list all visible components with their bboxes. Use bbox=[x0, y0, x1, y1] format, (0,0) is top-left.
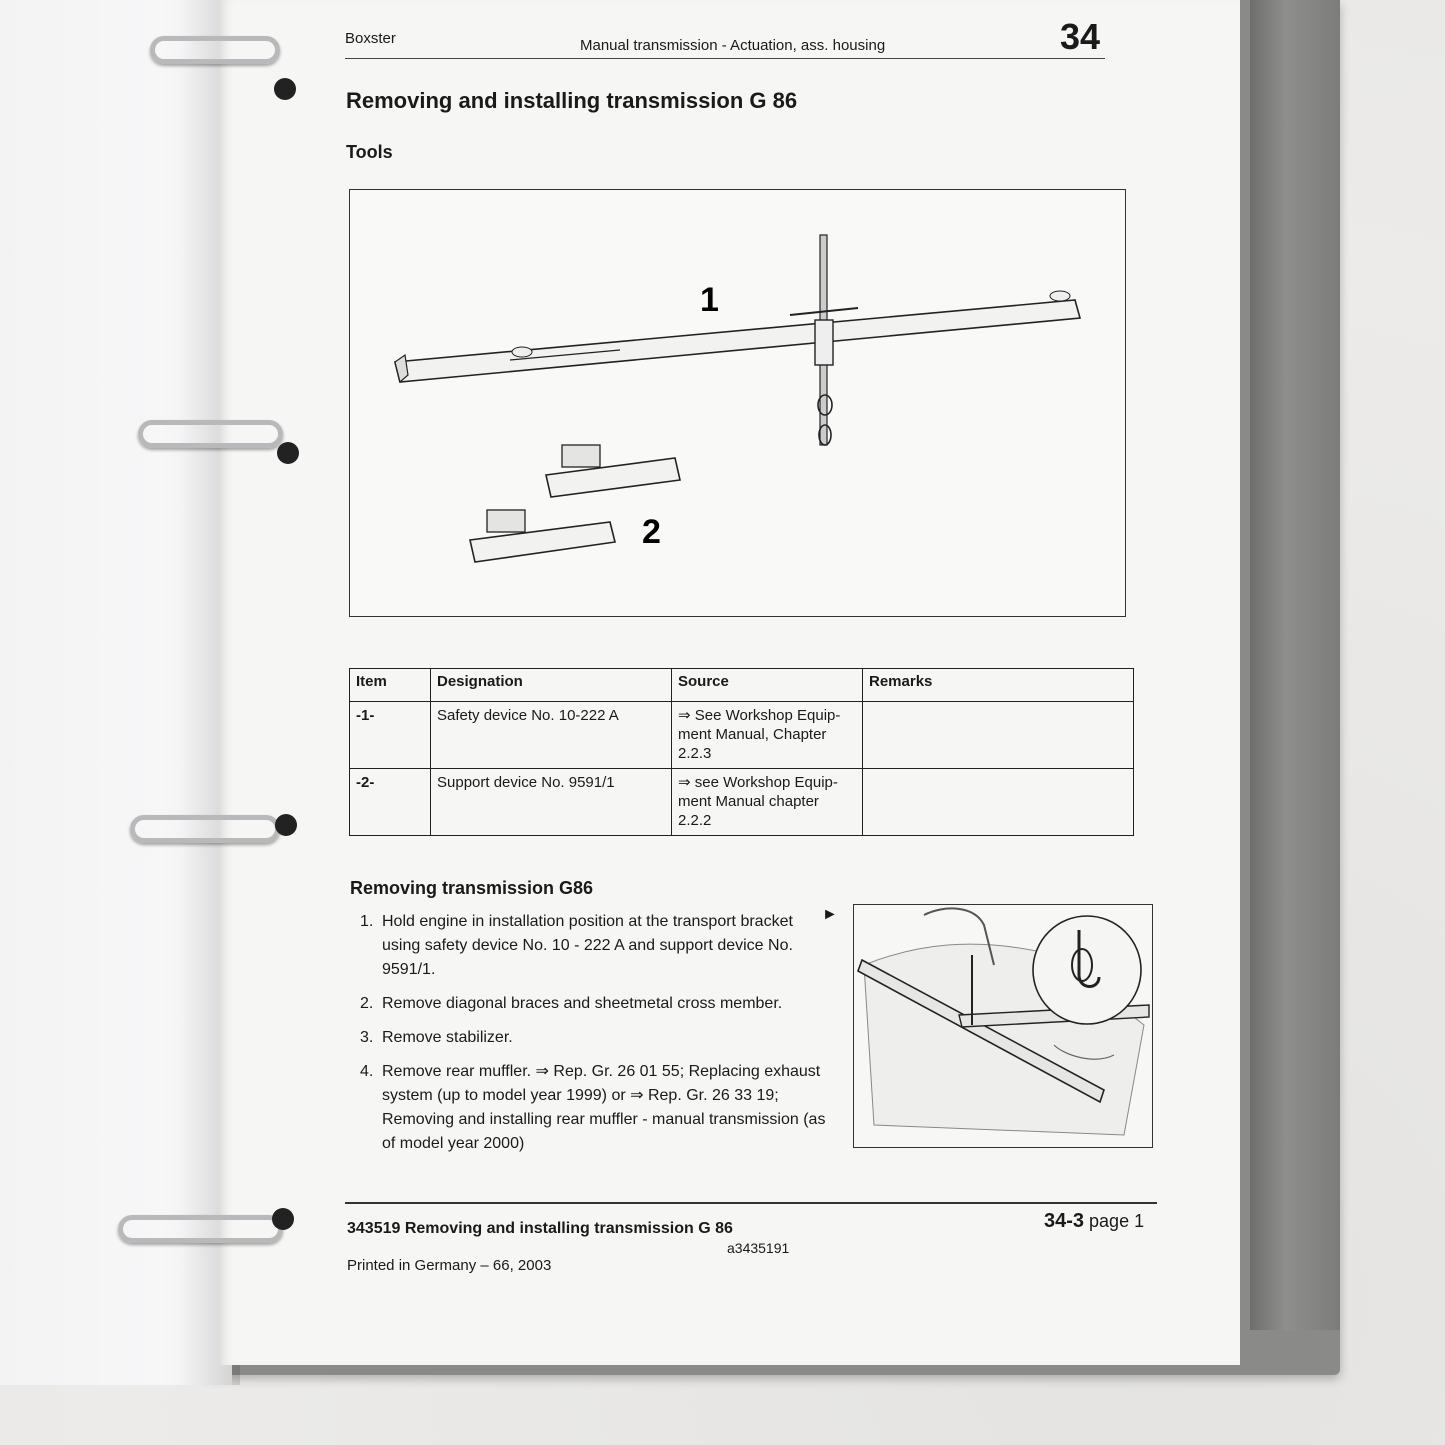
ring-hole-2 bbox=[277, 442, 299, 464]
binder-spine-edge bbox=[1250, 0, 1340, 1330]
step-text: Remove rear muffler. ⇒ Rep. Gr. 26 01 55; Replacing exhaust system (up to model year 1999) or ⇒ Rep. Gr. 26 33 19; Removing and installing rear muffler - manual transmission (as of model year 2000) bbox=[382, 1063, 826, 1152]
list-item bbox=[360, 1060, 830, 1156]
col-source-header: Source bbox=[672, 669, 863, 702]
col-item-header: Item bbox=[350, 669, 431, 702]
cell-item: -1- bbox=[350, 702, 431, 769]
step-number: 3. bbox=[360, 1029, 374, 1046]
footer-page-ref-rest: page 1 bbox=[1084, 1211, 1145, 1231]
table-row bbox=[350, 702, 1134, 769]
list-item bbox=[360, 992, 830, 1016]
figure-label-1: 1 bbox=[700, 281, 719, 319]
list-item bbox=[360, 910, 830, 982]
header-rule bbox=[345, 58, 1105, 59]
binder-ring-2 bbox=[138, 420, 283, 448]
table-row bbox=[350, 769, 1134, 836]
header-chapter-title: Manual transmission - Actuation, ass. housing bbox=[580, 37, 886, 54]
col-designation-header: Designation bbox=[431, 669, 672, 702]
cell-designation: Safety device No. 10-222 A bbox=[431, 702, 672, 769]
tools-illustration bbox=[350, 190, 1125, 616]
tools-table bbox=[349, 668, 1134, 836]
step-number: 1. bbox=[360, 913, 374, 930]
footer-page-ref-bold: 34-3 bbox=[1044, 1210, 1085, 1232]
figure-label-2: 2 bbox=[642, 513, 661, 551]
section-heading: Removing transmission G86 bbox=[350, 878, 594, 898]
installation-illustration bbox=[854, 905, 1152, 1147]
footer-figure-code: a3435191 bbox=[727, 1240, 790, 1256]
ring-hole-1 bbox=[274, 78, 296, 100]
binder-ring-4 bbox=[118, 1215, 283, 1243]
step-number: 4. bbox=[360, 1063, 374, 1080]
step-text: Remove stabilizer. bbox=[382, 1029, 513, 1046]
cell-remarks bbox=[863, 702, 1134, 769]
header-model: Boxster bbox=[345, 30, 396, 47]
footer-doc-title: 343519 Removing and installing transmission G 86 bbox=[347, 1220, 733, 1237]
cell-source: ⇒ See Workshop Equip-ment Manual, Chapter 2.2.3 bbox=[672, 702, 863, 769]
binder-ring-3 bbox=[130, 815, 280, 843]
header-chapter-number: 34 bbox=[1060, 16, 1101, 57]
footer-printed: Printed in Germany – 66, 2003 bbox=[347, 1257, 552, 1274]
step-text: Hold engine in installation position at the transport bracket using safety device No. 10 - 222 A and support device No. 9591/1. bbox=[382, 913, 793, 978]
ring-hole-4 bbox=[272, 1208, 294, 1230]
figure-pointer-icon: ► bbox=[822, 906, 838, 923]
binder-ring-1 bbox=[150, 36, 280, 64]
footer-rule bbox=[345, 1202, 1157, 1204]
tools-heading: Tools bbox=[346, 142, 393, 162]
ring-hole-3 bbox=[275, 814, 297, 836]
table-header-row bbox=[350, 669, 1134, 702]
step-number: 2. bbox=[360, 995, 374, 1012]
col-remarks-header: Remarks bbox=[863, 669, 1134, 702]
cell-item: -2- bbox=[350, 769, 431, 836]
cell-designation: Support device No. 9591/1 bbox=[431, 769, 672, 836]
step-text: Remove diagonal braces and sheetmetal cross member. bbox=[382, 995, 783, 1012]
list-item bbox=[360, 1026, 830, 1050]
cell-source: ⇒ see Workshop Equip-ment Manual chapter 2.2.2 bbox=[672, 769, 863, 836]
installation-figure bbox=[853, 904, 1153, 1148]
footer-page-ref bbox=[1044, 1210, 1144, 1233]
page-title: Removing and installing transmission G 86 bbox=[346, 88, 798, 113]
tools-figure bbox=[349, 189, 1126, 617]
cell-remarks bbox=[863, 769, 1134, 836]
steps-list bbox=[360, 910, 830, 1166]
